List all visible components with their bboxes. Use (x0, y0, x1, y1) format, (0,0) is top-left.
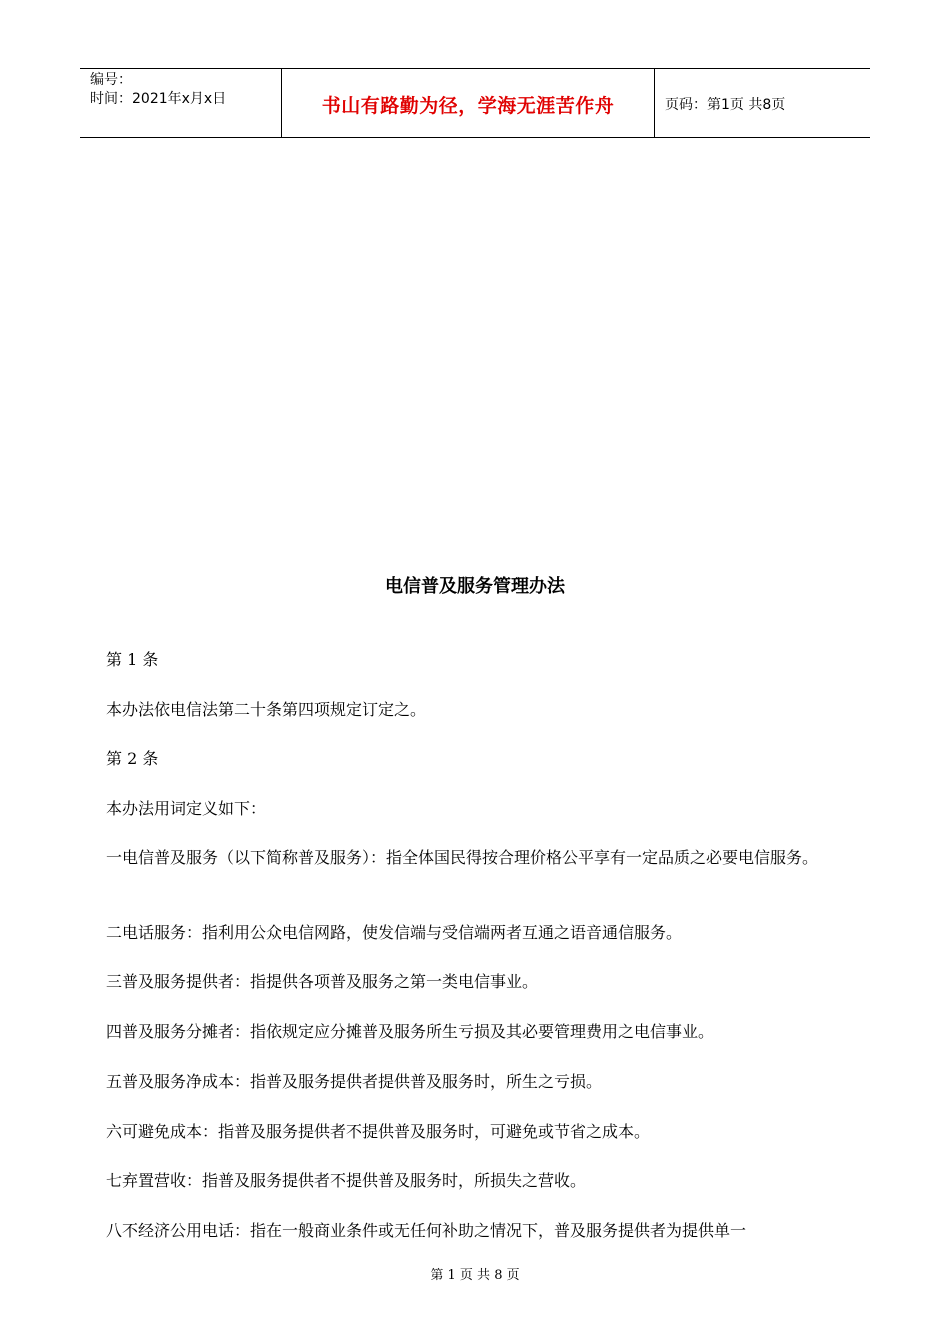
header-divider (654, 69, 655, 137)
time-label: 时间：2021年x月x日 (90, 91, 227, 107)
page-header (80, 68, 870, 138)
definition-item: 七弃置营收：指普及服务提供者不提供普及服务时，所损失之营收。 (106, 1171, 587, 1190)
document-title: 电信普及服务管理办法 (385, 576, 565, 597)
header-meta (90, 71, 280, 109)
definition-item: 六可避免成本：指普及服务提供者不提供普及服务时，可避免或节省之成本。 (106, 1122, 651, 1141)
definition-item: 三普及服务提供者：指提供各项普及服务之第一类电信事业。 (106, 972, 539, 991)
definition-item: 一电信普及服务（以下简称普及服务）：指全体国民得按合理价格公平享有一定品质之必要电信服务。 (106, 848, 819, 867)
definition-item: 二电话服务：指利用公众电信网路，使发信端与受信端两者互通之语音通信服务。 (106, 923, 683, 942)
header-motto: 书山有路勤为径，学海无涯苦作舟 (321, 95, 615, 117)
article-heading: 第 2 条 (106, 749, 159, 768)
paragraph: 本办法依电信法第二十条第四项规定订定之。 (106, 700, 427, 719)
article-heading: 第 1 条 (106, 650, 159, 669)
page-footer: 第 1 页 共 8 页 (430, 1268, 520, 1283)
number-label: 编号： (90, 72, 132, 88)
definition-item: 五普及服务净成本：指普及服务提供者提供普及服务时，所生之亏损。 (106, 1072, 603, 1091)
definition-item: 八不经济公用电话：指在一般商业条件或无任何补助之情况下，普及服务提供者为提供单一 (106, 1221, 747, 1240)
definition-item: 四普及服务分摊者：指依规定应分摊普及服务所生亏损及其必要管理费用之电信事业。 (106, 1022, 715, 1041)
paragraph: 本办法用词定义如下： (106, 799, 267, 818)
header-page-info: 页码：第1页 共8页 (665, 97, 786, 113)
